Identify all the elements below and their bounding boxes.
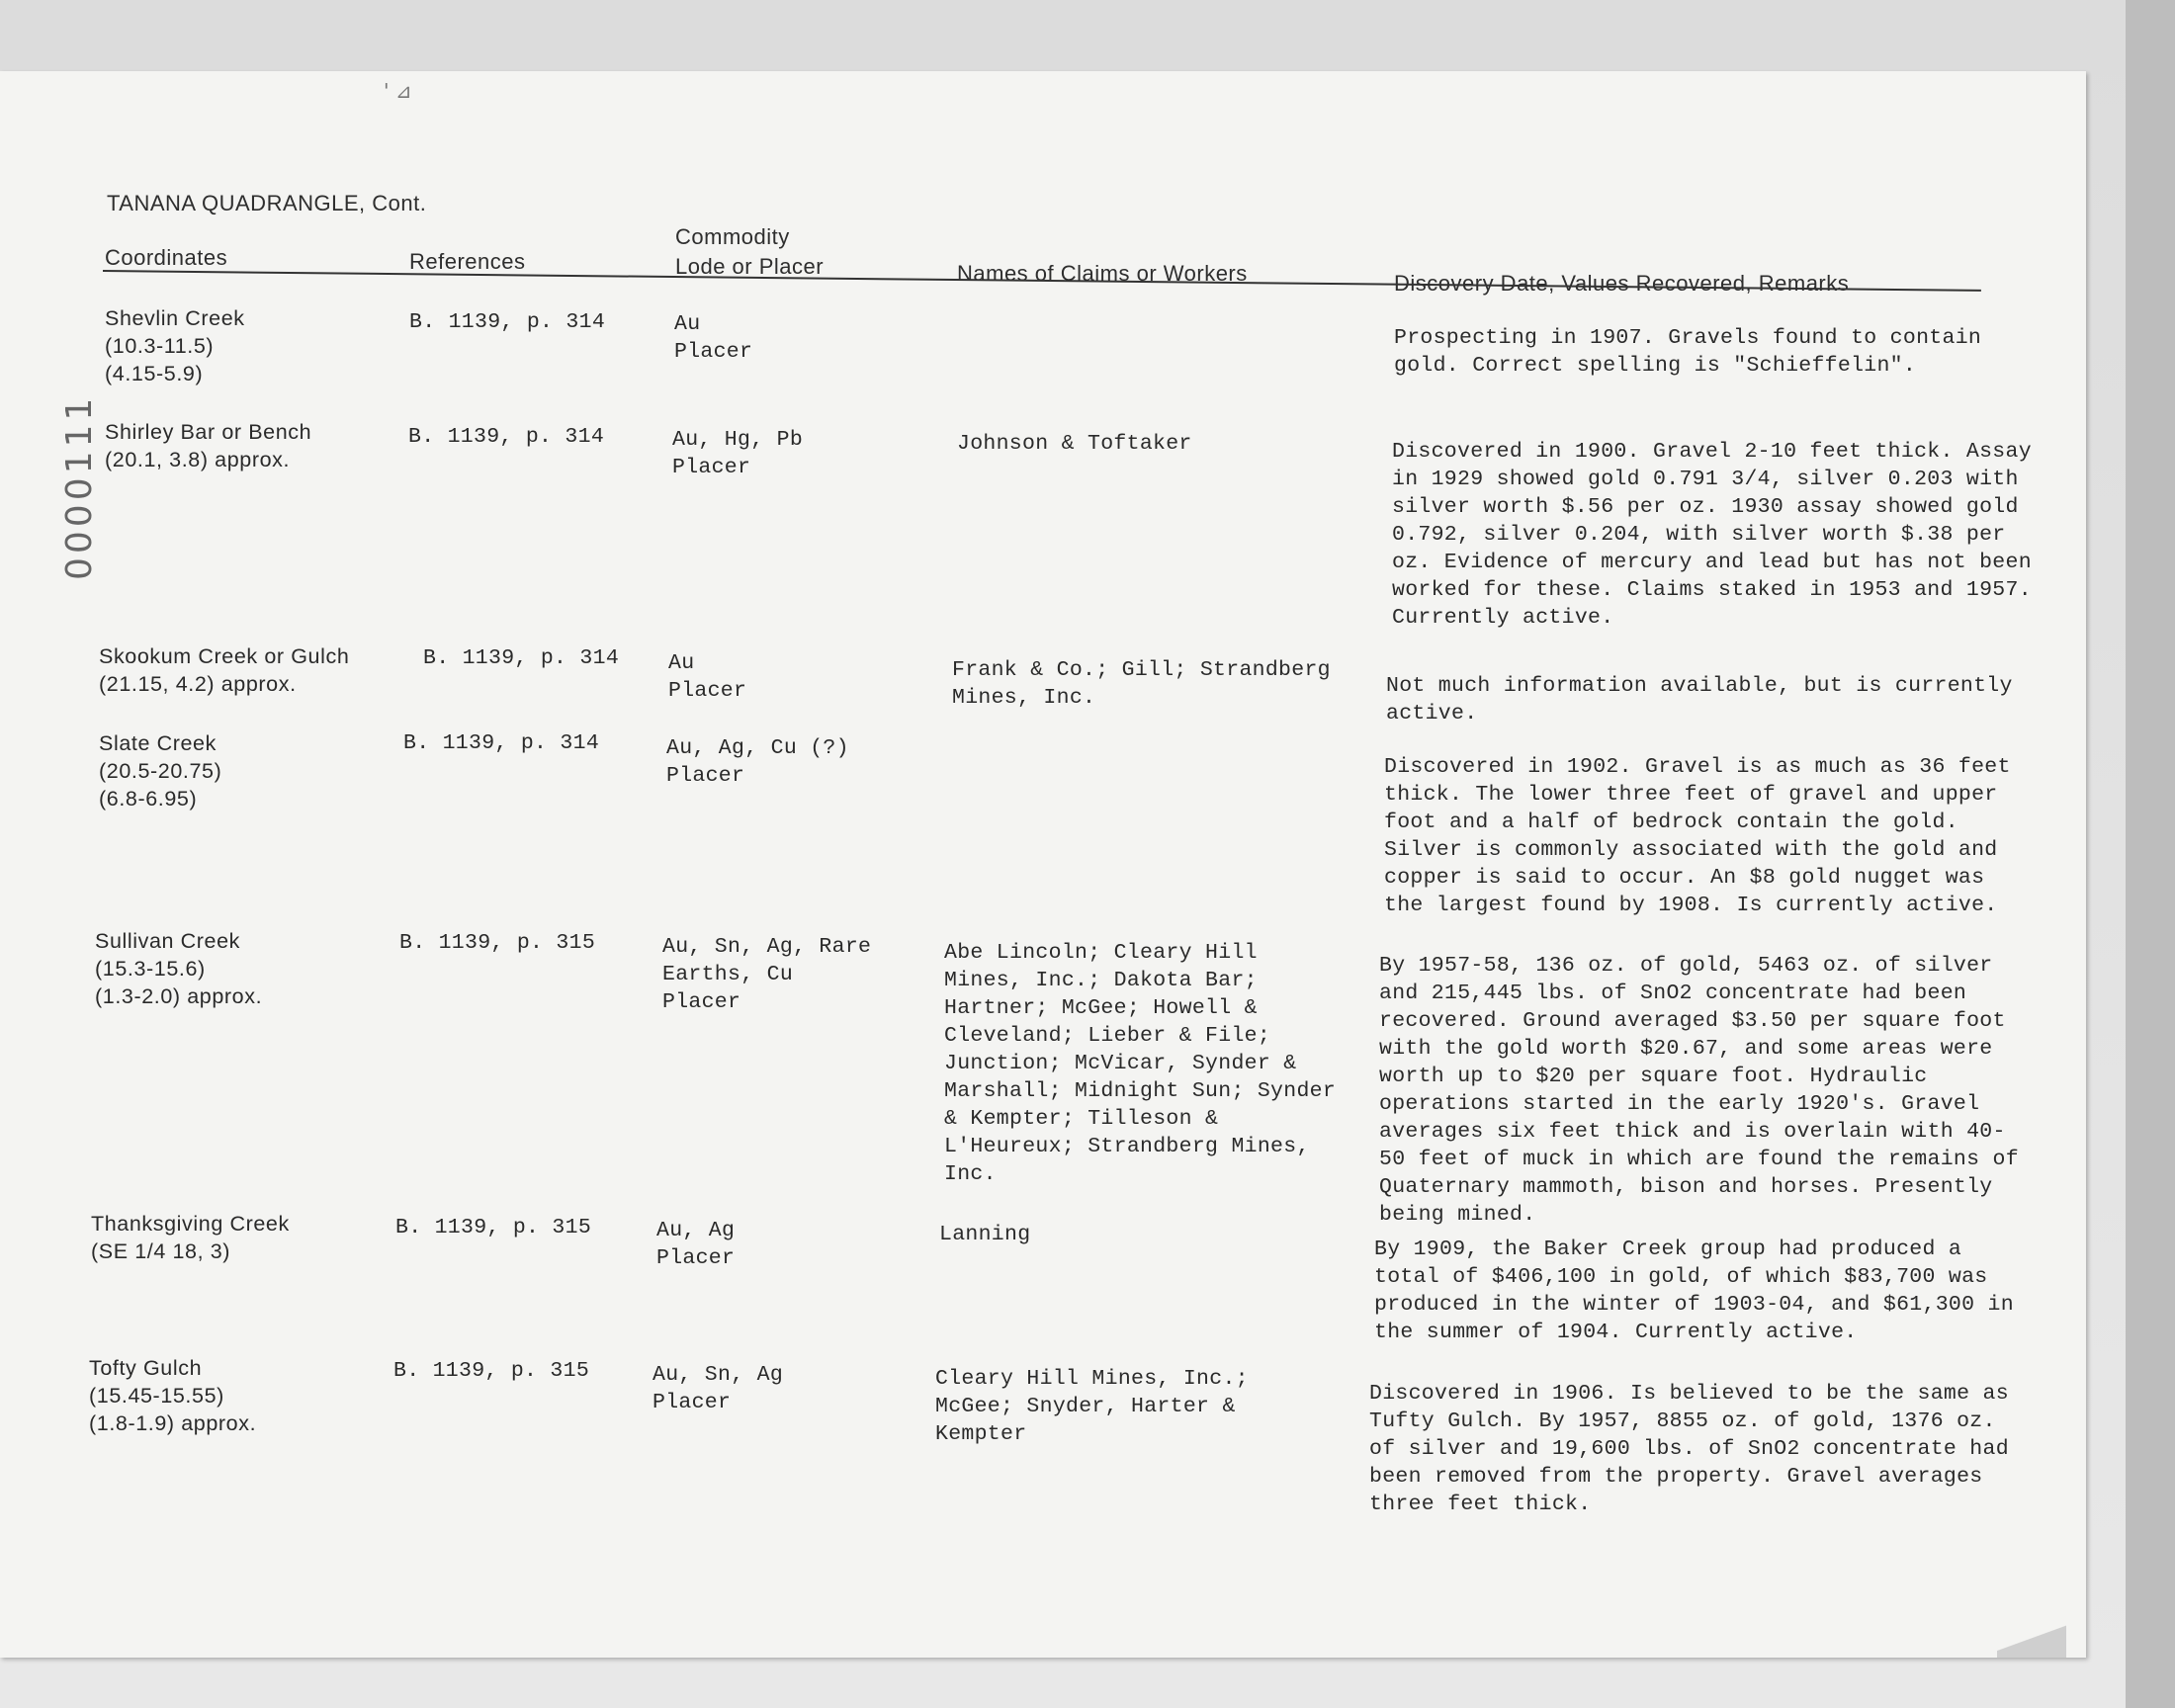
remarks-cell: Discovered in 1902. Gravel is as much as 36 feet thick. The lower three feet of gravel and upper foot and a half of bedrock contain the gold. Silver is commonly associated with the gold and copper is said to occur. An $8 gold nugget was the largest found by 1908. Is currently active. — [1384, 755, 2011, 917]
header-commodity: Commodity — [675, 224, 790, 249]
commodity-cell: Au Placer — [674, 312, 753, 364]
commodity-cell: Au, Sn, Ag, Rare Earths, Cu Placer — [662, 935, 872, 1014]
page-title: TANANA QUADRANGLE, Cont. — [107, 191, 427, 215]
margin-stamp: 0000111 — [59, 393, 100, 580]
remarks-cell: Prospecting in 1907. Gravels found to contain gold. Correct spelling is "Schieffelin". — [1394, 326, 1982, 378]
reference-cell: B. 1139, p. 314 — [403, 731, 600, 755]
names-cell: Abe Lincoln; Cleary Hill Mines, Inc.; Dakota Bar; Hartner; McGee; Howell & Cleveland; Lieber & File; Junction; McVicar, Synder & Marshall; Midnight Sun; Synder & Kempter; Tilleson & L'Heureux; Strandberg Mines, Inc. — [944, 941, 1337, 1186]
header-lode-or-placer: Lode or Placer — [675, 254, 825, 279]
coordinates-cell: Skookum Creek or Gulch (21.15, 4.2) approx. — [99, 644, 350, 696]
coordinates-cell: Thanksgiving Creek (SE 1/4 18, 3) — [91, 1212, 290, 1263]
scan-mark: ' ⊿ — [384, 79, 412, 103]
remarks-cell: By 1957-58, 136 oz. of gold, 5463 oz. of silver and 215,445 lbs. of SnO2 concentrate had been recovered. Ground averaged $3.50 per square foot with the gold worth $20.67, and some areas were worth up to $20 per square foot. Hydraulic operations started in the early 1920's. Gravel averages six feet thick and is overlain with 40-50 feet of muck in which are found the remains of Quaternary mammoth, bison and horses. Presently being mined. — [1379, 954, 2019, 1227]
coordinates-cell: Slate Creek (20.5-20.75) (6.8-6.95) — [99, 731, 222, 811]
reference-cell: B. 1139, p. 314 — [423, 646, 620, 670]
reference-cell: B. 1139, p. 314 — [409, 310, 606, 334]
commodity-cell: Au, Ag Placer — [656, 1219, 736, 1270]
reference-cell: B. 1139, p. 315 — [399, 931, 596, 955]
header-remarks: Discovery Date, Values Recovered, Remarks — [1394, 271, 1850, 296]
reference-cell: B. 1139, p. 315 — [393, 1359, 590, 1383]
remarks-cell: Discovered in 1906. Is believed to be the same as Tufty Gulch. By 1957, 8855 oz. of gold, 1376 oz. of silver and 19,600 lbs. of SnO2 concentrate had been removed from the property. Gravel averages three feet thick. — [1369, 1382, 2009, 1516]
commodity-cell: Au, Sn, Ag Placer — [652, 1363, 784, 1414]
scanner-edge — [2126, 0, 2175, 1708]
names-cell: Johnson & Toftaker — [957, 432, 1192, 456]
header-references: References — [409, 249, 526, 274]
commodity-cell: Au, Hg, Pb Placer — [672, 428, 804, 479]
names-cell: Lanning — [939, 1223, 1031, 1246]
coordinates-cell: Shevlin Creek (10.3-11.5) (4.15-5.9) — [105, 306, 245, 385]
remarks-cell: Not much information available, but is currently active. — [1386, 674, 2013, 726]
header-names: Names of Claims or Workers — [957, 261, 1248, 286]
commodity-cell: Au Placer — [668, 651, 747, 703]
remarks-cell: By 1909, the Baker Creek group had produced a total of $406,100 in gold, of which $83,700 was produced in the winter of 1903-04, and $61,300 in the summer of 1904. Currently active. — [1374, 1238, 2014, 1344]
remarks-cell: Discovered in 1900. Gravel 2-10 feet thick. Assay in 1929 showed gold 0.791 3/4, silver 0.203 with silver worth $.56 per oz. 1930 assay showed gold 0.792, silver 0.204, with silver worth $.38 per oz. Evidence of mercury and lead but has not been worked for these. Claims staked in 1953 and 1957. Currently active. — [1392, 440, 2032, 630]
names-cell: Frank & Co.; Gill; Strandberg Mines, Inc. — [952, 658, 1331, 710]
coordinates-cell: Sullivan Creek (15.3-15.6) (1.3-2.0) approx. — [95, 929, 263, 1008]
coordinates-cell: Tofty Gulch (15.45-15.55) (1.8-1.9) approx. — [89, 1356, 257, 1435]
names-cell: Cleary Hill Mines, Inc.; McGee; Snyder, Harter & Kempter — [935, 1367, 1249, 1446]
page-curl — [1997, 1618, 2066, 1658]
reference-cell: B. 1139, p. 315 — [395, 1216, 592, 1239]
reference-cell: B. 1139, p. 314 — [408, 425, 605, 449]
commodity-cell: Au, Ag, Cu (?) Placer — [666, 736, 849, 788]
header-coordinates: Coordinates — [105, 245, 228, 270]
coordinates-cell: Shirley Bar or Bench (20.1, 3.8) approx. — [105, 420, 312, 471]
